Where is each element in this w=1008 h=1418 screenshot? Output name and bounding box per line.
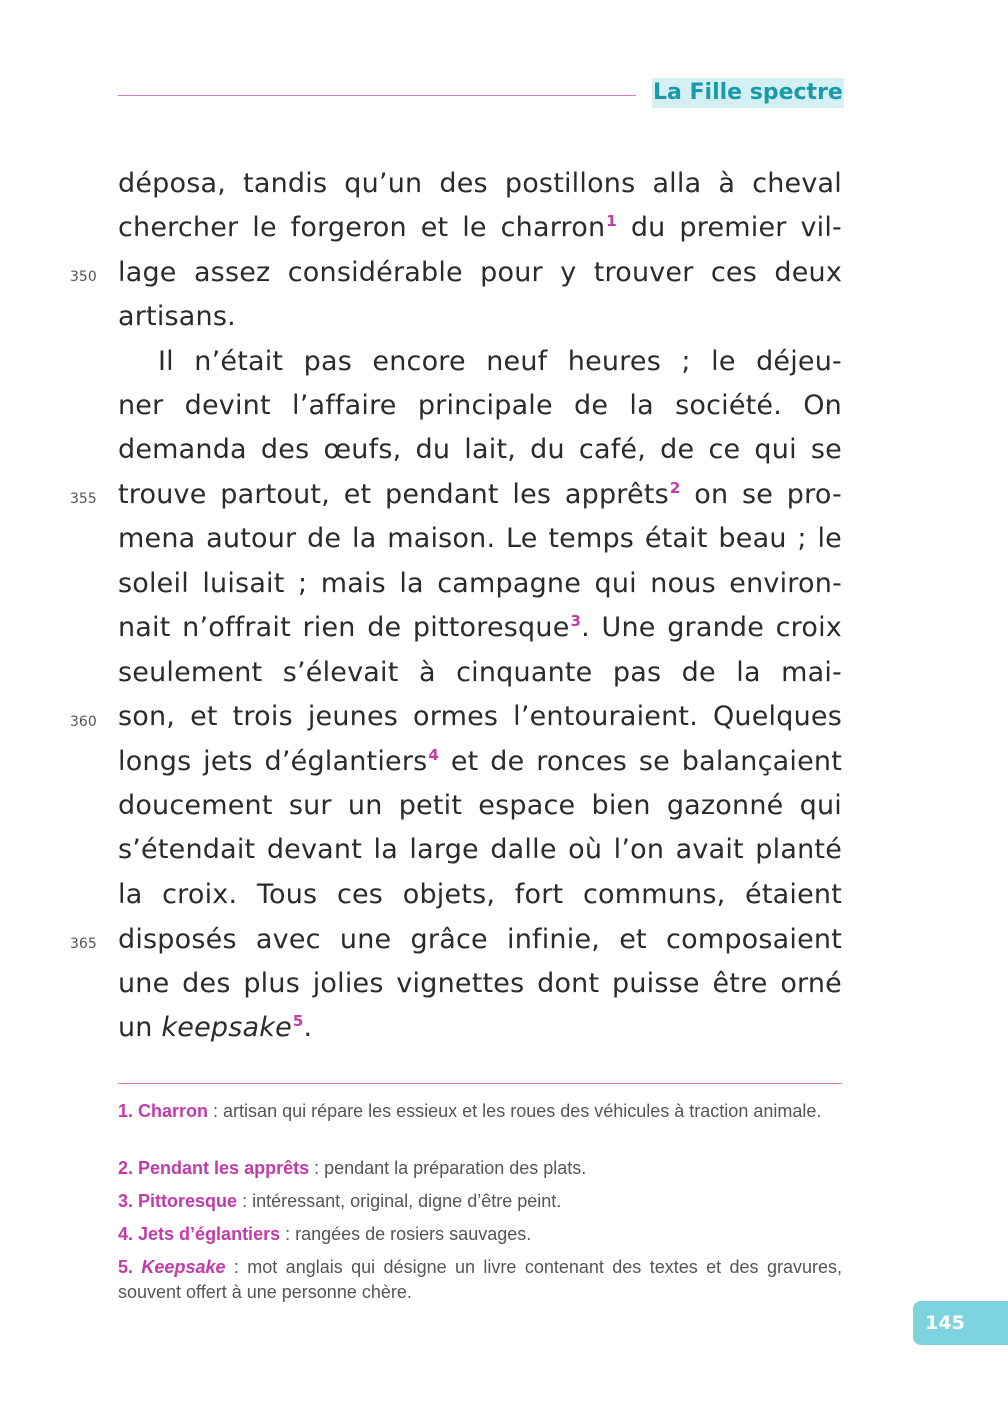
text-line: soleil luisait ; mais la campagne qui nous environ- bbox=[118, 568, 842, 599]
footnote-ref: 1 bbox=[606, 212, 617, 230]
text-line: Il n’était pas encore neuf heures ; le déjeu- bbox=[158, 346, 842, 377]
footnote-term: Jets d’églantiers bbox=[138, 1224, 281, 1244]
line-number: 365 bbox=[70, 936, 97, 952]
text-line: ner devint l’affaire principale de la société. On bbox=[118, 390, 842, 421]
footnote-4: 4. Jets d’églantiers : rangées de rosiers sauvages. bbox=[118, 1224, 532, 1244]
footnote-term: Pendant les apprêts bbox=[138, 1158, 310, 1178]
line-number: 355 bbox=[70, 491, 97, 507]
line-number: 360 bbox=[70, 714, 97, 730]
page-number: 145 bbox=[925, 1312, 965, 1334]
footnote-ref: 3 bbox=[570, 612, 582, 630]
text-line: mena autour de la maison. Le temps était beau ; le bbox=[118, 523, 842, 554]
footnote-ref: 5 bbox=[292, 1012, 304, 1030]
footnote-5: 5. Keepsake : mot anglais qui désigne un livre contenant des textes et des gravures, souvent offert à une personne chère. bbox=[118, 1257, 842, 1302]
running-header-title: La Fille spectre bbox=[652, 78, 844, 108]
footnote-rule bbox=[118, 1083, 842, 1084]
text-line: son, et trois jeunes ormes l’entouraient. Quelques bbox=[118, 701, 842, 732]
footnote-2: 2. Pendant les apprêts : pendant la préparation des plats. bbox=[118, 1158, 587, 1178]
text-line: seulement s’élevait à cinquante pas de la mai- bbox=[118, 657, 842, 688]
footnote-ref: 4 bbox=[428, 746, 440, 764]
text-line: trouve partout, et pendant les apprêts$^2$ on se pro- bbox=[118, 479, 842, 510]
text-line: disposés avec une grâce infinie, et composaient bbox=[118, 924, 842, 955]
footnote-3: 3. Pittoresque : intéressant, original, digne d’être peint. bbox=[118, 1191, 562, 1211]
footnote-term: Keepsake bbox=[141, 1257, 226, 1277]
line-number: 350 bbox=[70, 269, 97, 285]
text-line: lage assez considérable pour y trouver ces deux bbox=[118, 257, 842, 288]
text-line: artisans. bbox=[118, 301, 236, 332]
text-line: nait n’offrait rien de pittoresque$^3$. Une grande croix bbox=[118, 612, 842, 643]
footnote-ref: 2 bbox=[669, 479, 681, 497]
text-line: la croix. Tous ces objets, fort communs, étaient bbox=[118, 879, 842, 910]
header-rule bbox=[118, 95, 636, 96]
footnote-1: 1. Charron : artisan qui répare les essieux et les roues des véhicules à traction animale. bbox=[118, 1101, 822, 1121]
text-line: demanda des œufs, du lait, du café, de ce qui se bbox=[118, 434, 842, 465]
text-line: une des plus jolies vignettes dont puisse être orné bbox=[118, 968, 842, 999]
text-line: doucement sur un petit espace bien gazonné qui bbox=[118, 790, 842, 821]
text-line: chercher le forgeron et le charron$^1$ du premier vil- bbox=[118, 212, 842, 243]
footnote-term: Charron bbox=[138, 1101, 209, 1121]
text-line: longs jets d’églantiers$^4$ et de ronces se balançaient bbox=[118, 746, 842, 777]
text-line: s’étendait devant la large dalle où l’on avait planté bbox=[118, 834, 842, 865]
page-number-tab bbox=[913, 1301, 1008, 1345]
text-line: un keepsake$^5$. bbox=[118, 1012, 313, 1043]
text-line: déposa, tandis qu’un des postillons alla à cheval bbox=[118, 168, 842, 199]
footnote-term: Pittoresque bbox=[138, 1191, 238, 1211]
